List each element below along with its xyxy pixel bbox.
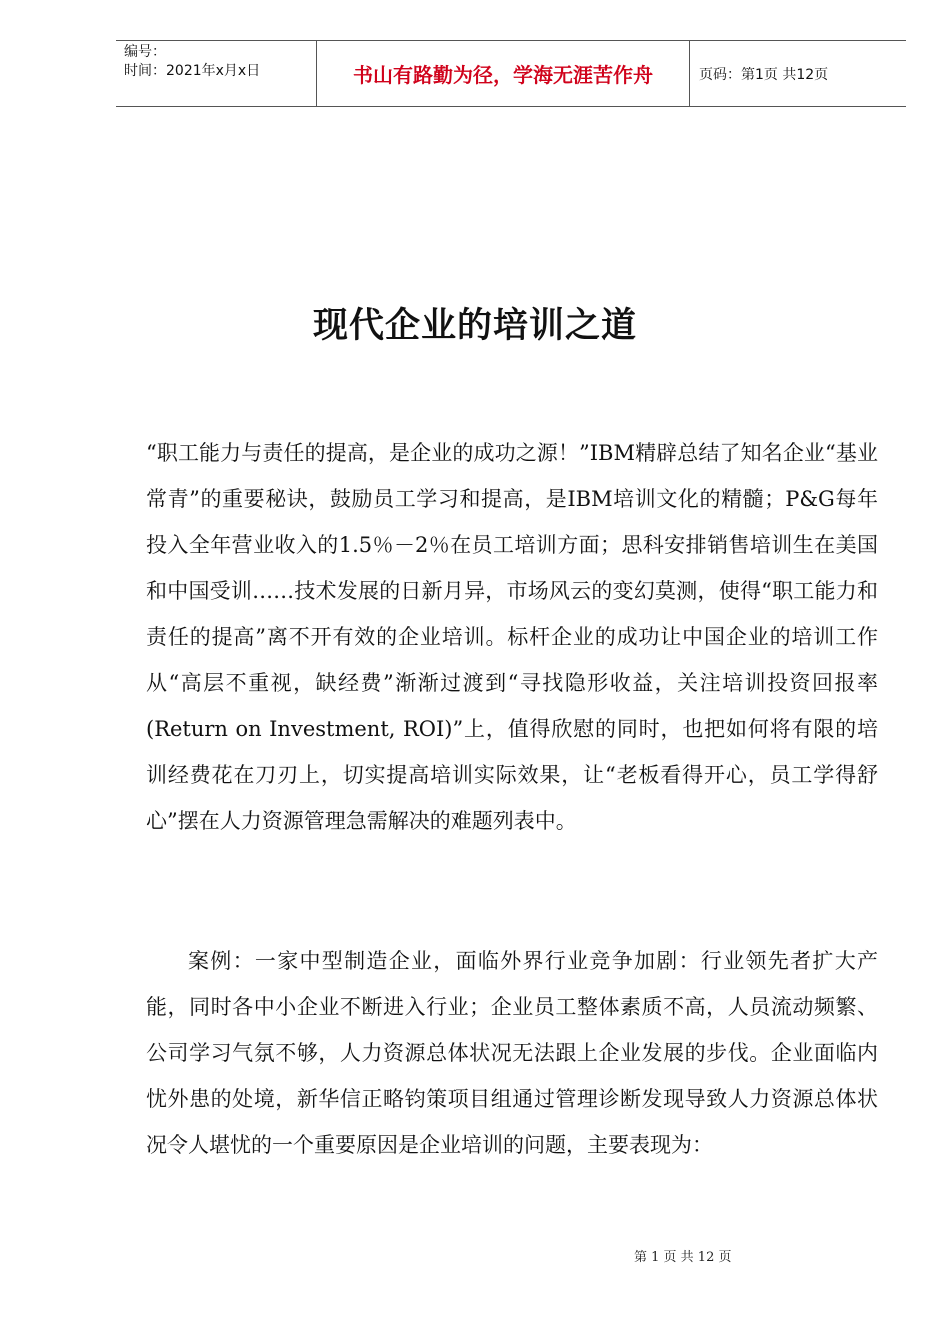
- footer-page-number: 第 1 页 共 12 页: [634, 1250, 732, 1265]
- header-motto: 书山有路勤为径，学海无涯苦作舟: [316, 41, 690, 106]
- page-header: [116, 40, 906, 107]
- date-label: 时间：2021年x月x日: [124, 63, 261, 79]
- header-page-info: 页码：第1页 共12页: [699, 66, 829, 83]
- body-paragraph-case: 案例：一家中型制造企业，面临外界行业竞争加剧：行业领先者扩大产能，同时各中小企业不断进入行业；企业员工整体素质不高，人员流动频繁、公司学习气氛不够，人力资源总体状况无法跟上企业发展的步伐。企业面临内忧外患的处境，新华信正略钧策项目组通过管理诊断发现导致人力资源总体状况令人堪忧的一个重要原因是企业培训的问题，主要表现为：: [146, 949, 878, 1157]
- document-title: 现代企业的培训之道: [312, 305, 637, 346]
- header-meta: [116, 41, 316, 106]
- body-paragraph-intro: “职工能力与责任的提高，是企业的成功之源！”IBM精辟总结了知名企业“基业常青”的重要秘诀，鼓励员工学习和提高，是IBM培训文化的精髓；P&G每年投入全年营业收入的1.5％－2％在员工培训方面；思科安排销售培训生在美国和中国受训……技术发展的日新月异，市场风云的变幻莫测，使得“职工能力和责任的提高”离不开有效的企业培训。标杆企业的成功让中国企业的培训工作从“高层不重视，缺经费”渐渐过渡到“寻找隐形收益，关注培训投资回报率(Return on Investment, ROI)”上，值得欣慰的同时，也把如何将有限的培训经费花在刀刃上，切实提高培训实际效果，让“老板看得开心，员工学得舒心”摆在人力资源管理急需解决的难题列表中。: [146, 441, 878, 833]
- serial-number-label: 编号：: [124, 44, 166, 60]
